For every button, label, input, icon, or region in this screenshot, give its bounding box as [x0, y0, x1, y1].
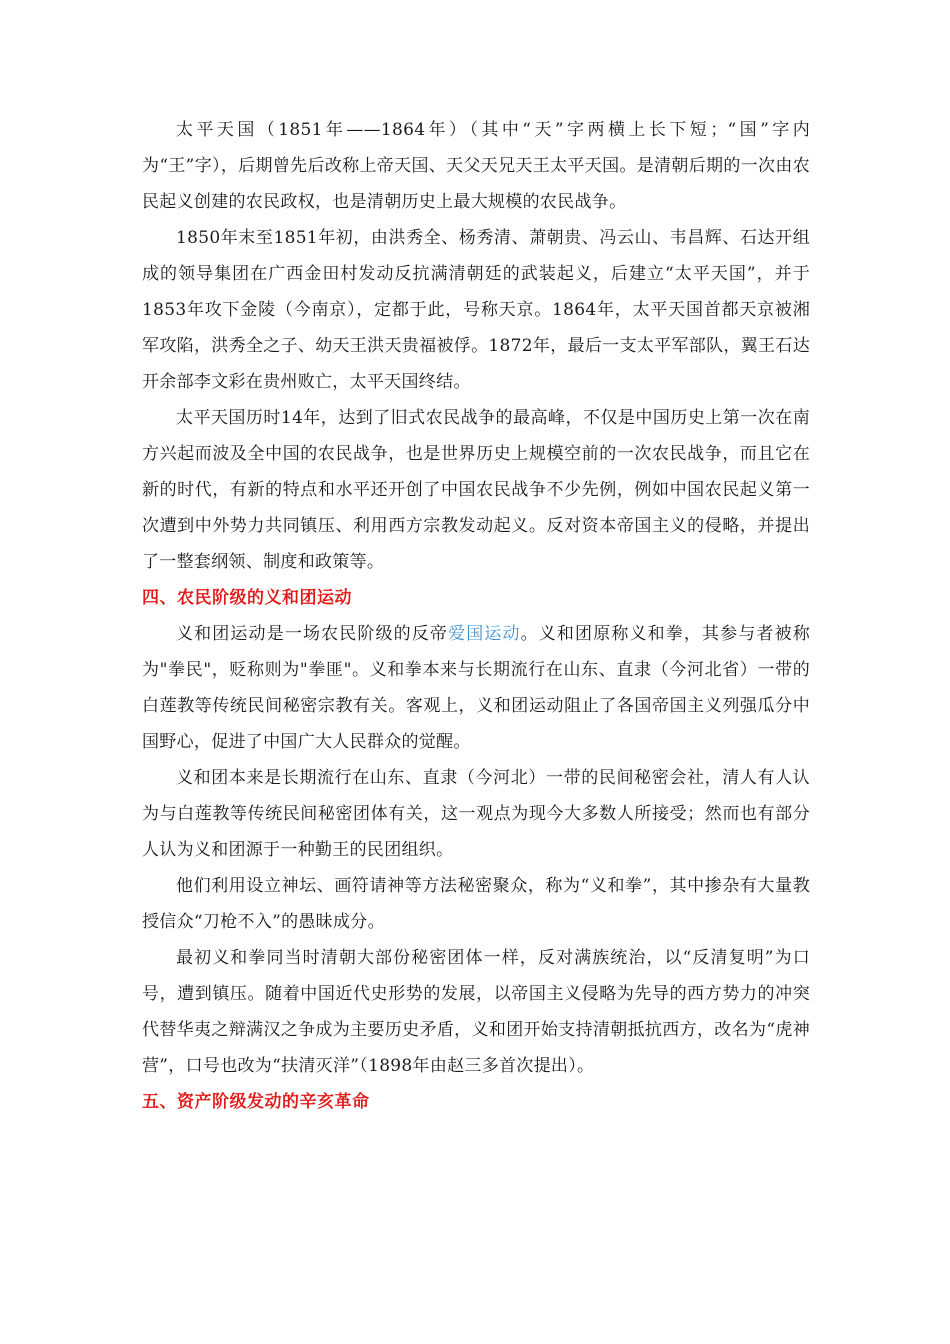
boxer-paragraph-3: 他们利用设立神坛、画符请神等方法秘密聚众，称为“义和拳”，其中掺杂有大量教授信众“刀枪不入”的愚昧成分。 [142, 876, 810, 932]
document-page [142, 112, 810, 1120]
taiping-paragraph-2: 1850年末至1851年初，由洪秀全、杨秀清、萧朝贵、冯云山、韦昌辉、石达开组成的领导集团在广西金田村发动反抗满清朝廷的武装起义，后建立“太平天国”，并于1853年攻下金陵（今南京），定都于此，号称天京。1864年，太平天国首都天京被湘军攻陷，洪秀全之子、幼天王洪天贵福被俘。1872年，最后一支太平军部队，翼王石达开余部李文彩在贵州败亡，太平天国终结。 [142, 228, 810, 392]
boxer-paragraph-2: 义和团本来是长期流行在山东、直隶（今河北）一带的民间秘密会社，清人有人认为与白莲教等传统民间秘密团体有关，这一观点为现今大多数人所接受；然而也有部分人认为义和团源于一种勤王的民团组织。 [142, 768, 810, 860]
taiping-paragraph-3: 太平天国历时14年，达到了旧式农民战争的最高峰，不仅是中国历史上第一次在南方兴起而波及全中国的农民战争，也是世界历史上规模空前的一次农民战争，而且它在新的时代，有新的特点和水平还开创了中国农民战争不少先例，例如中国农民起义第一次遭到中外势力共同镇压、利用西方宗教发动起义。反对资本帝国主义的侵略，并提出了一整套纲领、制度和政策等。 [142, 408, 810, 572]
patriotic-movement-link[interactable]: 爱国运动 [448, 624, 521, 644]
boxer-paragraph-1-after: 。义和团原称义和拳，其参与者被称为"拳民"，贬称则为"拳匪"。义和拳本来与长期流行在山东、直隶（今河北省）一带的白莲教等传统民间秘密宗教有关。客观上，义和团运动阻止了各国帝国主义列强瓜分中国野心，促进了中国广大人民群众的觉醒。 [142, 624, 811, 752]
boxer-paragraph-1 [142, 616, 810, 760]
section-heading-boxer: 四、农民阶级的义和团运动 [142, 588, 352, 608]
boxer-paragraph-1-before: 义和团运动是一场农民阶级的反帝 [176, 624, 449, 644]
boxer-paragraph-4: 最初义和拳同当时清朝大部份秘密团体一样，反对满族统治，以“反清复明”为口号，遭到镇压。随着中国近代史形势的发展，以帝国主义侵略为先导的西方势力的冲突代替华夷之辩满汉之争成为主要历史矛盾，义和团开始支持清朝抵抗西方，改名为“虎神营”，口号也改为“扶清灭洋”（1898年由赵三多首次提出）。 [142, 948, 810, 1076]
section-heading-xinhai: 五、资产阶级发动的辛亥革命 [142, 1092, 370, 1112]
taiping-paragraph-1: 太平天国（1851年——1864年）（其中“天”字两横上长下短；“国”字内为“王”字），后期曾先后改称上帝天国、天父天兄天王太平天国。是清朝后期的一次由农民起义创建的农民政权，也是清朝历史上最大规模的农民战争。 [142, 120, 810, 212]
